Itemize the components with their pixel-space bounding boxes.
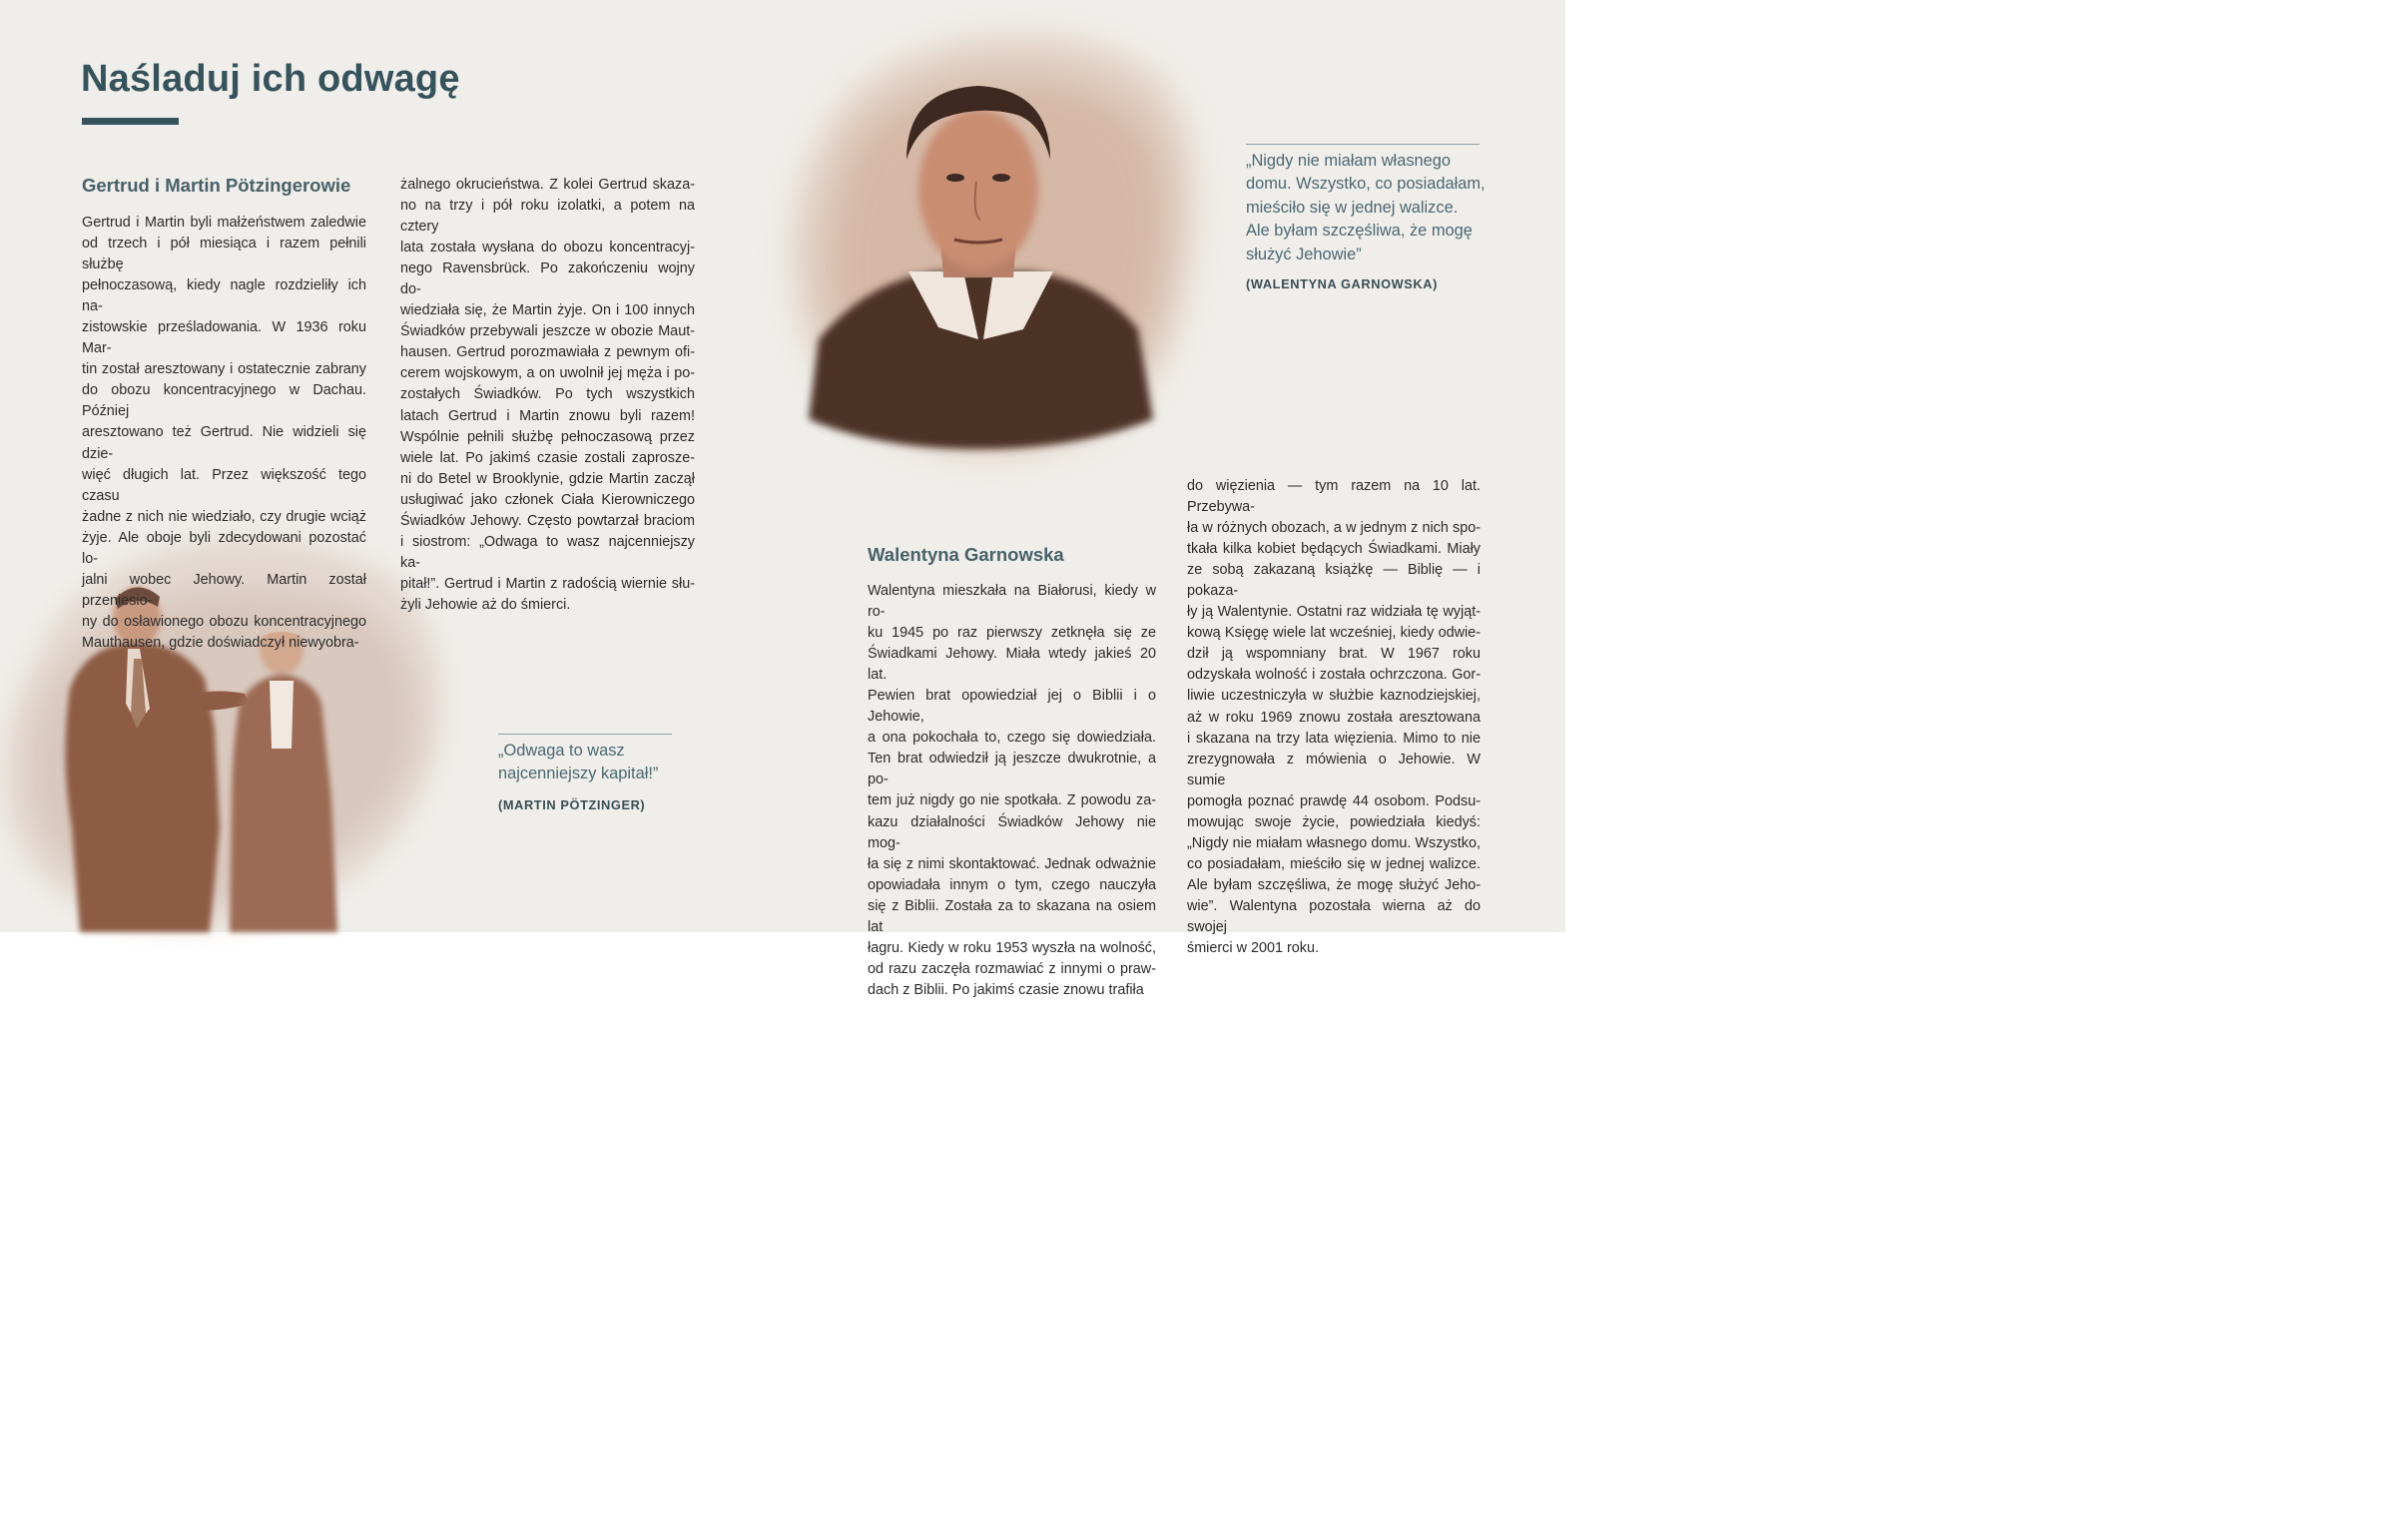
article1-heading: Gertrud i Martin Pötzingerowie bbox=[82, 175, 351, 196]
quote-line: Ale byłam szczęśliwa, że mogę bbox=[1246, 222, 1473, 241]
text-line: Świadków Jehowy. Często powtarzał braciom bbox=[400, 512, 695, 529]
text-line: dził ją wspomniany brat. W 1967 roku bbox=[1187, 646, 1481, 663]
text-line: i skazana na trzy lata więzienia. Mimo to nie bbox=[1187, 730, 1481, 747]
text-line: Wspólnie pełnili służbę pełnoczasową przez bbox=[400, 428, 695, 445]
text-line: no na trzy i pół roku izolatki, a potem na cztery bbox=[400, 198, 695, 236]
text-line: tin został aresztowany i ostatecznie zabrany bbox=[82, 361, 366, 378]
text-line: pomogła poznać prawdę 44 osobom. Podsu- bbox=[1187, 792, 1481, 809]
text-line: pitał!”. Gertrud i Martin z radością wiernie słu- bbox=[400, 575, 695, 592]
text-line: wie”. Walentyna pozostała wierna aż do swojej bbox=[1187, 897, 1481, 935]
text-line: ze sobą zakazaną książkę — Biblię — i pokaza- bbox=[1187, 562, 1481, 600]
text-line: hausen. Gertrud porozmawiała z pewnym ofi- bbox=[400, 344, 695, 361]
text-line: pełnoczasową, kiedy nagle rozdzieliły ich na- bbox=[82, 277, 366, 315]
text-line: od trzech i pół miesiąca i razem pełnili służbę bbox=[82, 236, 366, 273]
text-line: Ten brat odwiedził ją jeszcze dwukrotnie, a po- bbox=[868, 751, 1156, 788]
title-underline bbox=[82, 118, 179, 125]
text-line: usługiwać jako członek Ciała Kierowniczego bbox=[400, 491, 695, 508]
text-line: żyje. Ale oboje byli zdecydowani pozostać lo- bbox=[82, 529, 366, 567]
magazine-spread bbox=[0, 0, 1565, 998]
text-line: kazu działalności Świadków Jehowy nie mog- bbox=[868, 813, 1156, 851]
quote-line: służyć Jehowie” bbox=[1246, 245, 1362, 263]
text-line: łagru. Kiedy w roku 1953 wyszła na wolność, bbox=[868, 939, 1156, 956]
text-line: latach Gertrud i Martin znowu byli razem! bbox=[400, 407, 695, 424]
text-line: aż w roku 1969 znowu została aresztowana bbox=[1187, 709, 1481, 726]
text-line: więć długich lat. Przez większość tego czasu bbox=[82, 466, 366, 504]
text-line: a ona pokochała to, czego się dowiedziała. bbox=[868, 730, 1156, 747]
text-line: tem już nigdy go nie spotkała. Z powodu za- bbox=[868, 792, 1156, 809]
text-line: opowiadała innym o tym, czego nauczyła bbox=[868, 876, 1156, 893]
article2-quote-source: (WALENTYNA GARNOWSKA) bbox=[1246, 276, 1438, 291]
text-line: żyli Jehowie aż do śmierci. bbox=[400, 596, 571, 613]
text-line: Ale byłam szczęśliwa, że mogę służyć Jeho- bbox=[1187, 876, 1481, 893]
article1-column-2 bbox=[400, 175, 695, 616]
article1-pull-quote bbox=[498, 740, 658, 786]
text-line: co posiadałam, mieściło się w jednej walizce. bbox=[1187, 855, 1481, 872]
quote-line: najcenniejszy kapitał!” bbox=[498, 765, 659, 783]
text-line: Walentyna mieszkała na Białorusi, kiedy w ro- bbox=[868, 583, 1156, 621]
text-line: Pewien brat opowiedział jej o Biblii i o Jehowie, bbox=[868, 688, 1156, 726]
text-line: żadne z nich nie wiedziało, czy drugie wciąż bbox=[82, 508, 366, 525]
text-line: ny do osławionego obozu koncentracyjnego bbox=[82, 613, 366, 630]
quote-line: „Nigdy nie miałam własnego bbox=[1246, 152, 1451, 170]
text-line: „Nigdy nie miałam własnego domu. Wszystko, bbox=[1187, 834, 1481, 851]
text-line: Gertrud i Martin byli małżeństwem zaledwie bbox=[82, 215, 366, 231]
quote-line: „Odwaga to wasz bbox=[498, 742, 625, 760]
text-line: ły ją Walentynie. Ostatni raz widziała tę wyjąt- bbox=[1187, 604, 1481, 621]
text-line: wiedziała się, że Martin żyje. On i 100 innych bbox=[400, 302, 695, 319]
woman-portrait-illustration bbox=[779, 10, 1208, 464]
text-line: zostałych Świadków. Po tych wszystkich bbox=[400, 386, 695, 403]
article2-column-1 bbox=[868, 581, 1156, 1001]
text-line: dach z Biblii. Po jakimś czasie znowu trafiła bbox=[868, 981, 1144, 998]
text-line: jalni wobec Jehowy. Martin został przeniesio- bbox=[82, 571, 366, 609]
quote-line: mieściło się w jednej walizce. bbox=[1246, 198, 1459, 217]
quote-rule bbox=[498, 734, 672, 735]
article2-pull-quote bbox=[1246, 150, 1486, 266]
text-line: cerem wojskowym, a on uwolnił jej męża i po- bbox=[400, 365, 695, 382]
page-title: Naśladuj ich odwagę bbox=[81, 58, 460, 100]
text-line: liwie uczestniczyła w służbie kaznodziejskiej, bbox=[1187, 688, 1481, 705]
text-line: nego Ravensbrück. Po zakończeniu wojny do- bbox=[400, 260, 695, 298]
article1-quote-source: (MARTIN PÖTZINGER) bbox=[498, 797, 646, 812]
text-line: zrezygnowała z mówienia o Jehowie. W sumie bbox=[1187, 751, 1481, 788]
text-line: do więzienia — tym razem na 10 lat. Przebywa- bbox=[1187, 478, 1481, 516]
text-line: ku 1945 po raz pierwszy zetknęła się ze bbox=[868, 625, 1156, 642]
article2-heading: Walentyna Garnowska bbox=[868, 544, 1064, 565]
article1-column-1 bbox=[82, 213, 366, 654]
text-line: ła się z nimi skontaktować. Jednak odważnie bbox=[868, 855, 1156, 872]
quote-line: domu. Wszystko, co posiadałam, bbox=[1246, 175, 1486, 194]
text-line: ła w różnych obozach, a w jednym z nich spo- bbox=[1187, 520, 1481, 537]
text-line: odzyskała wolność i została ochrzczona. Gor- bbox=[1187, 667, 1481, 684]
text-line: kową Księgę wiele lat wcześniej, kiedy odwie- bbox=[1187, 625, 1481, 642]
quote-rule bbox=[1246, 144, 1480, 145]
text-line: się z Biblii. Została za to skazana na osiem lat bbox=[868, 897, 1156, 935]
text-line: od razu zaczęła rozmawiać z innymi o praw- bbox=[868, 960, 1156, 977]
text-line: zistowskie prześladowania. W 1936 roku Mar- bbox=[82, 319, 366, 357]
text-line: ni do Betel w Brooklynie, gdzie Martin zaczął bbox=[400, 470, 695, 487]
text-line: Świadków przebywali jeszcze w obozie Maut- bbox=[400, 323, 695, 340]
text-line: Mauthausen, gdzie doświadczył niewyobra- bbox=[82, 634, 359, 651]
text-line: i siostrom: „Odwaga to wasz najcenniejszy ka- bbox=[400, 533, 695, 571]
text-line: śmierci w 2001 roku. bbox=[1187, 940, 1319, 957]
text-line: aresztowano też Gertrud. Nie widzieli się dzie- bbox=[82, 424, 366, 462]
article2-column-2 bbox=[1187, 476, 1481, 959]
text-line: tkała kilka kobiet będących Świadkami. Miały bbox=[1187, 541, 1481, 558]
text-line: mowując swoje życie, powiedziała kiedyś: bbox=[1187, 813, 1481, 830]
text-line: lata została wysłana do obozu koncentracyj- bbox=[400, 240, 695, 257]
text-line: do obozu koncentracyjnego w Dachau. Później bbox=[82, 382, 366, 420]
text-line: wiele lat. Po jakimś czasie zostali zaprosze- bbox=[400, 449, 695, 466]
text-line: żalnego okrucieństwa. Z kolei Gertrud skaza- bbox=[400, 177, 695, 193]
text-line: Świadkami Jehowy. Miała wtedy jakieś 20 lat. bbox=[868, 646, 1156, 684]
